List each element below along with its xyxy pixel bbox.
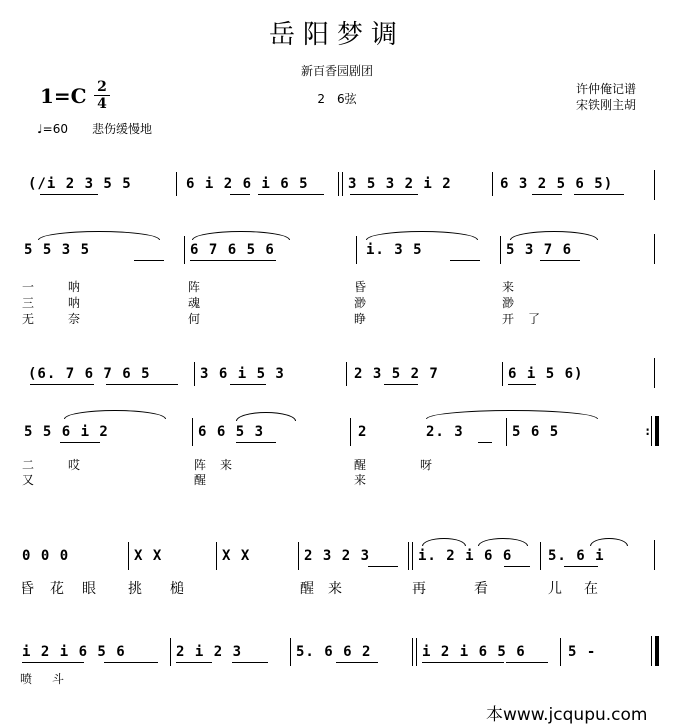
- lyric-row5-9: 看: [474, 581, 490, 597]
- lyric-row2-line2-4: 渺: [354, 296, 368, 310]
- notes-row3-m4: 6 i 5 6): [508, 366, 584, 382]
- tempo-marking: ♩=60 悲伤缓慢地: [37, 122, 152, 136]
- lyric-row2-line3-4: 睁: [354, 312, 368, 326]
- time-signature-top: 2: [97, 79, 107, 95]
- score-title: 岳阳梦调: [268, 20, 405, 50]
- lyric-row2-line3-1: 无: [22, 312, 36, 326]
- key-signature: 1=C: [40, 84, 87, 108]
- notes-row2-m2: 6 7 6 5 6: [190, 242, 275, 258]
- notes-row1-m3: 3 5 3 2 i 2: [348, 176, 452, 192]
- troupe-name: 新百香园剧团: [300, 64, 373, 78]
- notes-row6-m3: 5. 6 6 2: [296, 644, 372, 660]
- notes-row2-m3: i. 3 5: [366, 242, 423, 258]
- lyric-row4-line1-2: 哎: [68, 458, 82, 472]
- notes-row6-m2: 2 i 2 3: [176, 644, 243, 660]
- notes-row2-m4: 5 3 7 6: [506, 242, 573, 258]
- notes-row5-m2: X X: [134, 548, 163, 564]
- lyric-row2-line1-4: 昏: [354, 280, 368, 294]
- time-signature-bottom: 4: [97, 96, 107, 112]
- notes-row5-m1: 0 0 0: [22, 548, 70, 564]
- lyric-row5-2: 花: [50, 581, 66, 597]
- lyric-row5-6: 醒: [300, 581, 316, 597]
- notes-row1-m4: 6 3 2 5 6 5): [500, 176, 614, 192]
- notes-row2-m1: 5 5 3 5: [24, 242, 91, 258]
- notes-row4-m4: 2. 3: [426, 424, 464, 440]
- lyric-row2-line1-3: 阵: [188, 280, 202, 294]
- lyric-row2-line2-3: 魂: [188, 296, 202, 310]
- lyric-row4-line2-2: 醒: [194, 473, 208, 487]
- lyric-row2-line1-2: 呐: [68, 280, 82, 294]
- site-watermark: 本www.jcqupu.com: [486, 705, 648, 725]
- lyric-row4-line2-1: 又: [22, 473, 36, 487]
- notes-row6-m1: i 2 i 6 5 6: [22, 644, 126, 660]
- lyric-row2-line1-1: 一: [22, 280, 36, 294]
- notes-row3-m2: 3 6 i 5 3: [200, 366, 285, 382]
- lyric-row6-1: 喷: [20, 672, 34, 686]
- lyric-row2-line3-3: 何: [188, 312, 202, 326]
- notes-row5-m5: i. 2 i 6 6: [418, 548, 513, 564]
- lyric-row5-5: 槌: [170, 581, 186, 597]
- lyric-row5-3: 眼: [82, 581, 98, 597]
- notes-row4-m1: 5 5 6 i 2: [24, 424, 109, 440]
- notes-row3-m3: 2 3 5 2 7: [354, 366, 439, 382]
- repeat-dots: :: [644, 424, 653, 438]
- lyric-row5-4: 挑: [128, 581, 144, 597]
- notes-row5-m6: 5. 6 i: [548, 548, 605, 564]
- credit-performer: 宋铁刚主胡: [576, 98, 637, 112]
- notes-row5-m4: 2 3 2 3: [304, 548, 371, 564]
- notes-row5-m3: X X: [222, 548, 251, 564]
- notes-row1-m1: (/i 2 3 5 5: [28, 176, 132, 192]
- instrument-tuning: 2 6弦: [317, 92, 357, 106]
- lyric-row2-line3-5: 开 了: [502, 312, 542, 326]
- lyric-row6-2: 斗: [52, 672, 66, 686]
- lyric-row5-1: 昏: [20, 581, 36, 597]
- lyric-row4-line1-4: 醒: [354, 458, 368, 472]
- time-signature: [94, 80, 110, 111]
- notes-row4-m5: 5 6 5: [512, 424, 560, 440]
- lyric-row2-line3-2: 奈: [68, 312, 82, 326]
- lyric-row2-line1-5: 来: [502, 280, 516, 294]
- notes-row3-m1: (6. 7 6 7 6 5: [28, 366, 151, 382]
- lyric-row2-line2-2: 呐: [68, 296, 82, 310]
- lyric-row5-10: 儿: [548, 581, 564, 597]
- lyric-row5-8: 再: [412, 581, 428, 597]
- lyric-row5-7: 来: [328, 581, 344, 597]
- lyric-row5-11: 在: [584, 581, 600, 597]
- lyric-row2-line2-1: 三: [22, 296, 36, 310]
- notes-row1-m2: 6 i 2 6 i 6 5: [186, 176, 309, 192]
- lyric-row4-line1-5: 呀: [420, 458, 434, 472]
- lyric-row4-line1-1: 二: [22, 458, 36, 472]
- notes-row4-m3: 2: [358, 424, 368, 440]
- credit-notation: 许仲俺记谱: [576, 82, 637, 96]
- notes-row4-m2: 6 6 5 3: [198, 424, 265, 440]
- lyric-row4-line2-3: 来: [354, 473, 368, 487]
- notes-row6-m5: 5 -: [568, 644, 597, 660]
- lyric-row2-line2-5: 渺: [502, 296, 516, 310]
- notes-row6-m4: i 2 i 6 5 6: [422, 644, 526, 660]
- lyric-row4-line1-3: 阵 来: [194, 458, 234, 472]
